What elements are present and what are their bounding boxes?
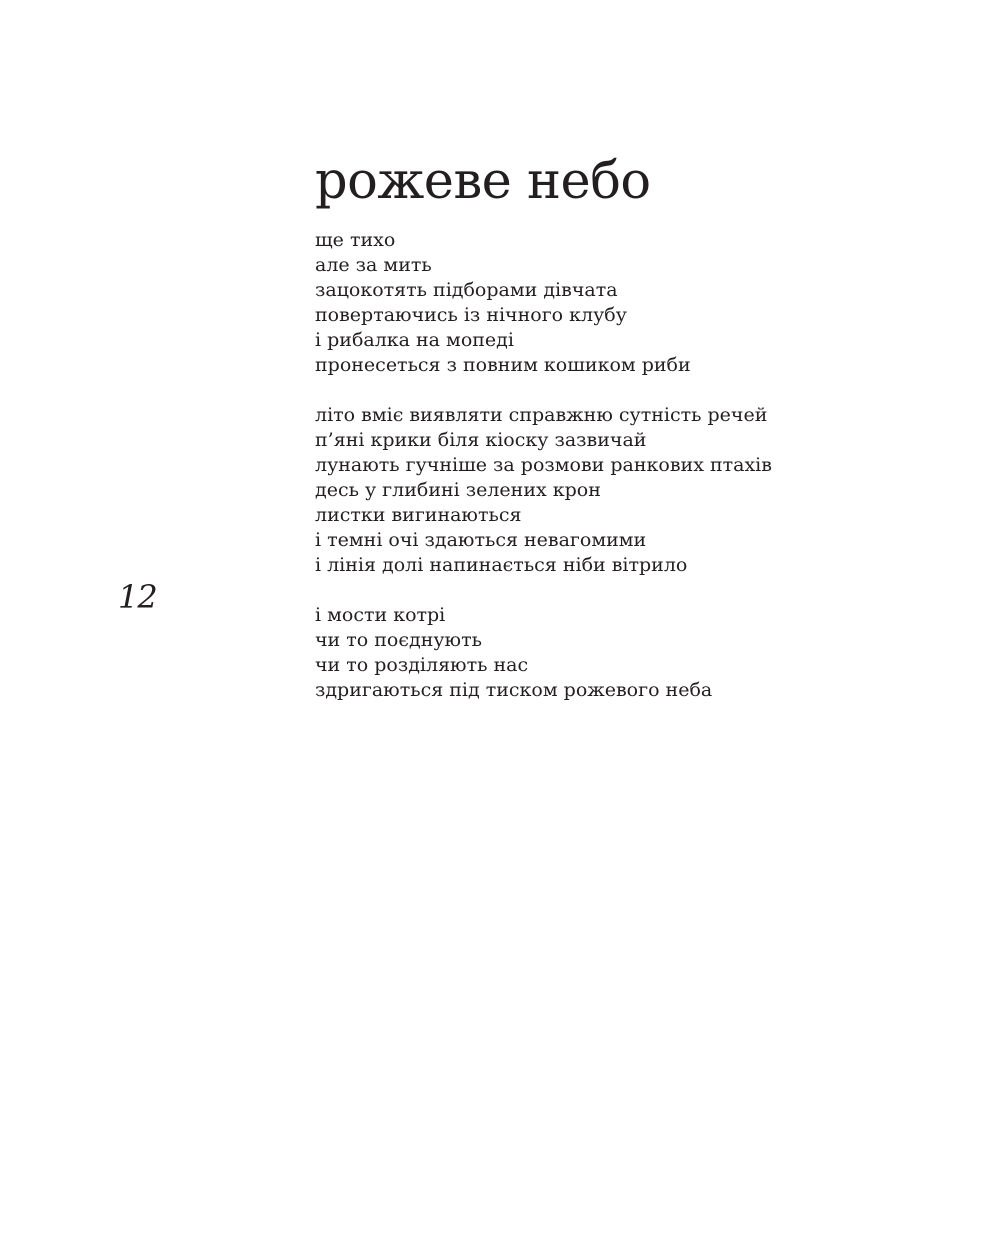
poem-line: лунають гучніше за розмови ранкових птахів <box>315 454 772 476</box>
poem-title: рожеве небо <box>315 152 651 211</box>
page-number: 12 <box>118 578 157 616</box>
poem-line: зацокотять підборами дівчата <box>315 279 618 301</box>
poem-line: і лінія долі напинається ніби вітрило <box>315 554 688 576</box>
poem-line: здригаються під тиском рожевого неба <box>315 679 713 701</box>
stanza-1 <box>315 228 975 378</box>
poem-line: літо вміє виявляти справжню сутність речей <box>315 404 768 426</box>
poem-line: чи то поєднують <box>315 629 482 651</box>
stanza-2 <box>315 403 975 578</box>
poem-line: ще тихо <box>315 229 396 251</box>
poem-line: десь у глибині зелених крон <box>315 479 601 501</box>
poem-line: і мости котрі <box>315 604 446 626</box>
poem-line: чи то розділяють нас <box>315 654 529 676</box>
poem-line: п’яні крики біля кіоску зазвичай <box>315 429 647 451</box>
poem <box>315 150 975 703</box>
poem-line: пронесеться з повним кошиком риби <box>315 354 691 376</box>
stanza-3 <box>315 603 975 703</box>
poem-line: і темні очі здаються невагомими <box>315 529 647 551</box>
poem-line: і рибалка на мопеді <box>315 329 514 351</box>
poem-line: листки вигинаються <box>315 504 522 526</box>
poem-line: повертаючись із нічного клубу <box>315 304 627 326</box>
poem-line: але за мить <box>315 254 432 276</box>
